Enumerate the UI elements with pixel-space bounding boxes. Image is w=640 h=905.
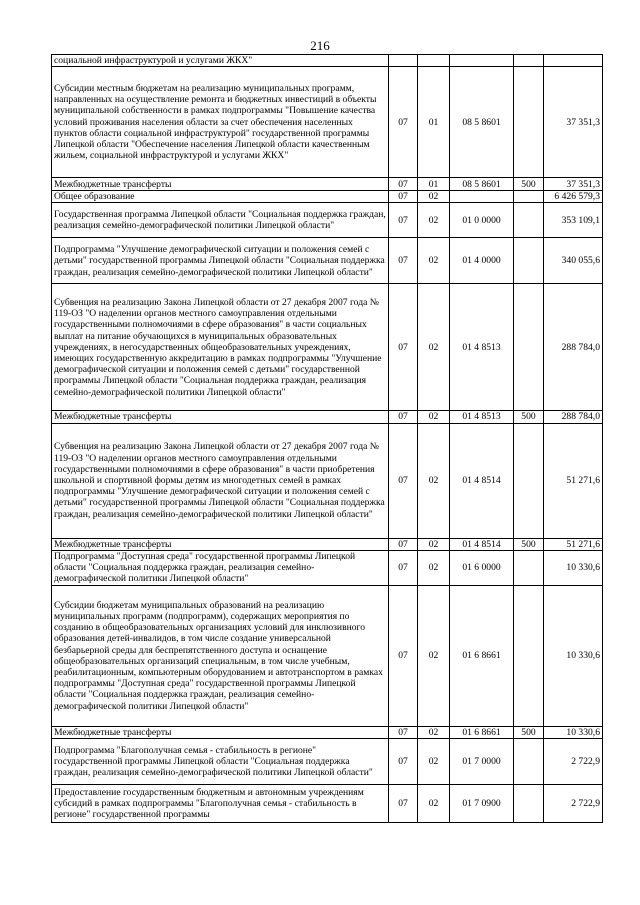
row-subsection: 02 — [418, 739, 450, 785]
row-subsection: 02 — [418, 191, 450, 203]
row-target-article: 01 4 8514 — [450, 538, 514, 550]
row-description: Государственная программа Липецкой области "Социальная поддержка граждан, реализация семейно-демографической политики Липецкой области" — [52, 203, 389, 238]
row-target-article: 01 7 0000 — [450, 739, 514, 785]
row-amount: 37 351,3 — [544, 67, 603, 178]
table-row — [52, 739, 603, 785]
row-subsection: 02 — [418, 411, 450, 423]
row-section: 07 — [389, 203, 418, 238]
row-expense-type — [514, 739, 544, 785]
row-section: 07 — [389, 178, 418, 191]
row-description: Подпрограмма "Благополучная семья - стабильность в регионе" государственной программы Липецкой области "Социальная поддержка граждан, реализация семейно-демографической политики Липецкой области" — [52, 739, 389, 785]
table-row — [52, 726, 603, 738]
row-description: Предоставление государственным бюджетным и автономным учреждениям субсидий в рамках подпрограммы "Благополучная семья - стабильность в регионе" государственной программы — [52, 785, 389, 823]
row-description: Межбюджетные трансферты — [52, 538, 389, 550]
row-expense-type: 500 — [514, 178, 544, 191]
row-subsection — [418, 55, 450, 67]
row-expense-type — [514, 423, 544, 538]
row-target-article: 08 5 8601 — [450, 178, 514, 191]
row-section: 07 — [389, 284, 418, 411]
table-row — [52, 67, 603, 178]
table-row — [52, 178, 603, 191]
row-description: Общее образование — [52, 191, 389, 203]
row-expense-type — [514, 785, 544, 823]
row-subsection: 02 — [418, 726, 450, 738]
row-expense-type — [514, 284, 544, 411]
row-expense-type — [514, 203, 544, 238]
row-subsection: 02 — [418, 238, 450, 284]
row-target-article — [450, 55, 514, 67]
row-amount: 51 271,6 — [544, 423, 603, 538]
row-target-article: 01 4 8513 — [450, 284, 514, 411]
row-expense-type: 500 — [514, 411, 544, 423]
row-section: 07 — [389, 726, 418, 738]
row-description: Межбюджетные трансферты — [52, 411, 389, 423]
row-subsection: 02 — [418, 284, 450, 411]
row-target-article: 01 6 8661 — [450, 726, 514, 738]
row-amount: 340 055,6 — [544, 238, 603, 284]
row-subsection: 02 — [418, 538, 450, 550]
row-section: 07 — [389, 191, 418, 203]
page-number: 216 — [310, 38, 330, 53]
row-description: Субвенция на реализацию Закона Липецкой области от 27 декабря 2007 года № 119-ОЗ "О наделении органов местного самоуправления отдельными государственными полномочиями в сфере образования" в части приобретения школьной и спортивной формы детям из многодетных семей в рамках подпрограммы "Улучшение демографической ситуации и положения семей с детьми" государственной программы Липецкой области "Социальная поддержка граждан, реализация семейно-демографической политики Липецкой области" — [52, 423, 389, 538]
row-expense-type: 500 — [514, 538, 544, 550]
row-amount: 2 722,9 — [544, 739, 603, 785]
row-subsection: 02 — [418, 203, 450, 238]
row-description: Подпрограмма "Улучшение демографической ситуации и положения семей с детьми" государственной программы Липецкой области "Социальная поддержка граждан, реализация семейно-демографической политики Липецкой области" — [52, 238, 389, 284]
row-amount: 353 109,1 — [544, 203, 603, 238]
row-subsection: 02 — [418, 550, 450, 585]
row-amount: 51 271,6 — [544, 538, 603, 550]
row-section: 07 — [389, 423, 418, 538]
row-amount: 6 426 579,3 — [544, 191, 603, 203]
row-subsection: 01 — [418, 178, 450, 191]
row-section: 07 — [389, 238, 418, 284]
table-row — [52, 585, 603, 726]
row-section: 07 — [389, 550, 418, 585]
row-amount: 10 330,6 — [544, 550, 603, 585]
row-target-article: 01 7 0900 — [450, 785, 514, 823]
table-row — [52, 55, 603, 67]
row-amount: 288 784,0 — [544, 284, 603, 411]
table-row — [52, 203, 603, 238]
row-expense-type — [514, 191, 544, 203]
row-target-article: 01 4 8513 — [450, 411, 514, 423]
table-row — [52, 423, 603, 538]
row-amount: 2 722,9 — [544, 785, 603, 823]
row-target-article: 01 0 0000 — [450, 203, 514, 238]
row-subsection: 02 — [418, 785, 450, 823]
row-section: 07 — [389, 67, 418, 178]
row-expense-type — [514, 550, 544, 585]
row-target-article: 01 4 8514 — [450, 423, 514, 538]
row-amount: 10 330,6 — [544, 726, 603, 738]
row-target-article: 08 5 8601 — [450, 67, 514, 178]
row-section: 07 — [389, 785, 418, 823]
table-row — [52, 284, 603, 411]
table-row — [52, 191, 603, 203]
budget-table-body — [52, 55, 603, 823]
row-target-article — [450, 191, 514, 203]
row-section: 07 — [389, 411, 418, 423]
row-amount — [544, 55, 603, 67]
row-description: Субсидии местным бюджетам на реализацию муниципальных программ, направленных на осуществление ремонта и бюджетных инвестиций в объекты муниципальной собственности в рамках подпрограммы "Повышение качества условий проживания населения области за счет обеспечения населенных пунктов области социальной инфраструктурой" государственной программы Липецкой области "Обеспечение населения Липецкой области качественным жильем, социальной инфраструктурой и услугами ЖКХ" — [52, 67, 389, 178]
row-expense-type — [514, 238, 544, 284]
row-description: Межбюджетные трансферты — [52, 726, 389, 738]
row-expense-type — [514, 67, 544, 178]
row-section — [389, 55, 418, 67]
row-section: 07 — [389, 538, 418, 550]
row-expense-type — [514, 55, 544, 67]
row-subsection: 01 — [418, 67, 450, 178]
row-description: Межбюджетные трансферты — [52, 178, 389, 191]
row-target-article: 01 6 8661 — [450, 585, 514, 726]
row-subsection: 02 — [418, 423, 450, 538]
row-description: социальной инфраструктурой и услугами ЖКХ" — [52, 55, 389, 67]
row-section: 07 — [389, 585, 418, 726]
row-description: Субвенция на реализацию Закона Липецкой области от 27 декабря 2007 года № 119-ОЗ "О наделении органов местного самоуправления отдельными государственными полномочиями в сфере образования" в части социальных выплат на питание обучающихся в муниципальных образовательных учреждениях, в негосударственных общеобразовательных учреждениях, имеющих государственную аккредитацию в рамках подпрограммы "Улучшение демографической ситуации и положения семей с детьми" государственной программы Липецкой области "Социальная поддержка граждан, реализация семейно-демографической политики Липецкой области" — [52, 284, 389, 411]
table-row — [52, 238, 603, 284]
row-target-article: 01 6 0000 — [450, 550, 514, 585]
table-row — [52, 785, 603, 823]
row-expense-type: 500 — [514, 726, 544, 738]
row-subsection: 02 — [418, 585, 450, 726]
table-row — [52, 538, 603, 550]
row-target-article: 01 4 0000 — [450, 238, 514, 284]
row-amount: 288 784,0 — [544, 411, 603, 423]
budget-table — [51, 54, 603, 823]
row-amount: 37 351,3 — [544, 178, 603, 191]
table-row — [52, 411, 603, 423]
row-expense-type — [514, 585, 544, 726]
row-section: 07 — [389, 739, 418, 785]
row-description: Субсидии бюджетам муниципальных образований на реализацию муниципальных программ (подпрограмм), содержащих мероприятия по созданию в общеобразовательных организациях условий для инклюзивного образования детей-инвалидов, в том числе создание универсальной безбарьерной среды для беспрепятственного доступа и оснащение общеобразовательных организаций специальным, в том числе учебным, реабилитационным, компьютерным оборудованием и автотранспортом в рамках подпрограммы "Доступная среда" государственной программы Липецкой области "Социальная поддержка граждан, реализация семейно-демографической политики Липецкой области" — [52, 585, 389, 726]
row-description: Подпрограмма "Доступная среда" государственной программы Липецкой области "Социальная поддержка граждан, реализация семейно-демографической политики Липецкой области" — [52, 550, 389, 585]
table-row — [52, 550, 603, 585]
row-amount: 10 330,6 — [544, 585, 603, 726]
